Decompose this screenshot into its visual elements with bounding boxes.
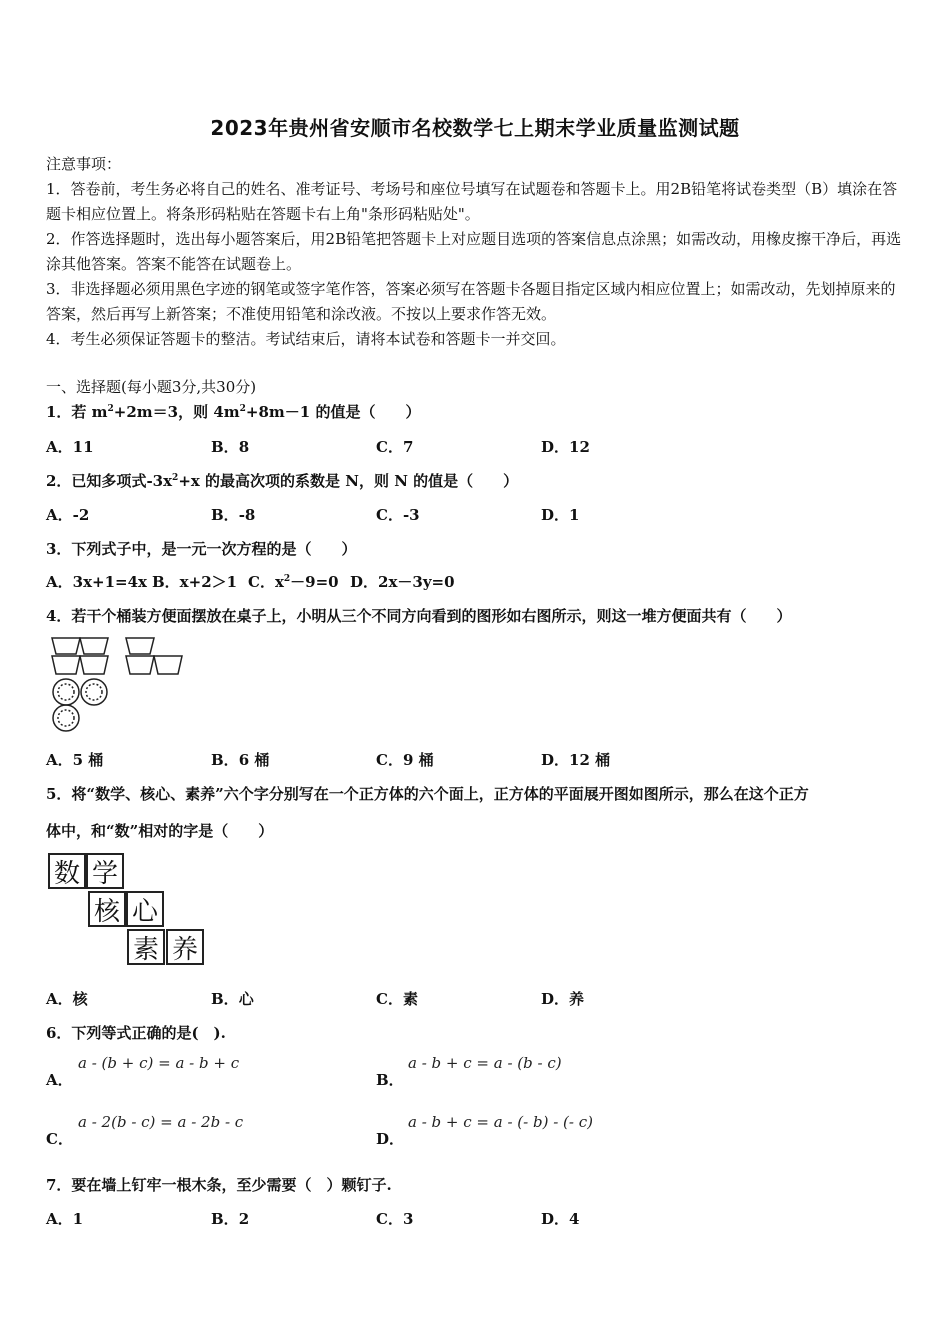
q2-option-a	[46, 504, 89, 525]
bucket-front-top-left	[52, 638, 80, 654]
question-5-line-1: 5．将“数学、核心、素养”六个字分别写在一个正方体的六个面上，正方体的平面展开图如图所示，那么在这个正方	[46, 785, 809, 803]
q7-option-d	[541, 1208, 579, 1229]
net-cell: 数	[48, 853, 86, 889]
q1-text: +8m－1 的值是（ ）	[245, 403, 421, 421]
option-letter: C．	[376, 990, 403, 1008]
option-letter: D．	[541, 506, 570, 524]
q4-three-views-figure	[48, 634, 188, 734]
q4-option-a	[46, 749, 103, 770]
q5-option-b	[211, 988, 254, 1009]
bucket-top-view-3	[53, 705, 79, 731]
option-value: 6 桶	[238, 751, 270, 769]
option-letter: D．	[541, 1210, 570, 1228]
option-value: -2	[72, 506, 90, 524]
option-letter: C．	[376, 1210, 403, 1228]
q3-option-d: D．2x－3y=0	[350, 573, 455, 591]
net-cell: 心	[126, 891, 164, 927]
q6-option-a-letter: A．	[46, 1071, 73, 1089]
option-value: 1	[569, 506, 580, 524]
option-letter: A．	[46, 438, 73, 456]
q6-option-a-expression: a - (b + c) = a - b + c	[78, 1054, 240, 1072]
option-letter: D．	[541, 990, 570, 1008]
option-sup: 2	[283, 574, 291, 584]
question-3: 3．下列式子中，是一元一次方程的是（ ）	[46, 540, 357, 558]
q3-option-c	[248, 571, 339, 592]
notes-block	[46, 152, 906, 352]
q1-text: +2m＝3，则 4m	[113, 403, 240, 421]
net-cell: 养	[166, 929, 204, 965]
q4-option-d	[541, 749, 610, 770]
q6-option-d-letter: D．	[376, 1130, 405, 1148]
option-letter: C．	[376, 506, 403, 524]
q6-option-b-letter: B．	[376, 1071, 404, 1089]
question-5-line-2: 体中，和“数”相对的字是（ ）	[46, 822, 274, 840]
bucket-side-bottom-left	[126, 656, 154, 674]
option-letter: C．	[376, 751, 403, 769]
option-letter: A．	[46, 506, 73, 524]
option-value: 7	[402, 438, 414, 456]
q4-option-b	[211, 749, 269, 770]
question-1	[46, 401, 420, 422]
q1-option-d	[541, 436, 590, 457]
q2-option-c	[376, 504, 420, 525]
option-value: 3	[402, 1210, 414, 1228]
option-value: 8	[238, 438, 250, 456]
q1-option-a	[46, 436, 94, 457]
bucket-front-top-right	[80, 638, 108, 654]
q3-option-b: B．x+2＞1	[152, 573, 238, 591]
option-value: 2	[238, 1210, 250, 1228]
q7-option-c	[376, 1208, 413, 1229]
q7-option-a	[46, 1208, 83, 1229]
q6-option-c-expression: a - 2(b - c) = a - 2b - c	[78, 1113, 244, 1131]
option-letter: A．	[46, 990, 73, 1008]
option-letter: B．	[211, 1210, 239, 1228]
q1-option-b	[211, 436, 249, 457]
option-letter: D．	[541, 751, 570, 769]
option-value: 素	[402, 990, 418, 1008]
q1-sup: 2	[107, 404, 114, 414]
q1-option-c	[376, 436, 413, 457]
option-letter: D．	[541, 438, 570, 456]
option-value: 5 桶	[72, 751, 104, 769]
q6-option-d-expression: a - b + c = a - (- b) - (- c)	[408, 1113, 593, 1131]
q2-text: 2．已知多项式-3x	[46, 472, 173, 490]
net-cell: 学	[86, 853, 124, 889]
q7-option-b	[211, 1208, 249, 1229]
q5-option-d	[541, 988, 584, 1009]
option-letter: A．	[46, 1210, 73, 1228]
q1-text: 1．若 m	[46, 403, 108, 421]
bucket-top-view-2	[81, 679, 107, 705]
note-item: 1．答卷前，考生务必将自己的姓名、准考证号、考场号和座位号填写在试题卷和答题卡上。用2B铅笔将试卷类型（B）填涂在答题卡相应位置上。将条形码粘贴在答题卡右上角"条形码粘贴处"。	[46, 180, 898, 223]
section-heading: 一、选择题(每小题3分,共30分)	[46, 378, 257, 396]
option-text: －9=0	[290, 573, 339, 591]
option-letter: B．	[211, 506, 239, 524]
q3-option-a: A．3x+1=4x	[46, 573, 147, 591]
option-letter: B．	[211, 751, 239, 769]
option-letter: B．	[211, 438, 239, 456]
option-text: C．x	[248, 573, 284, 591]
option-value: 核	[72, 990, 88, 1008]
option-letter: C．	[376, 438, 403, 456]
option-value: 心	[238, 990, 254, 1008]
q6-option-c-letter: C．	[46, 1130, 73, 1148]
option-value: 1	[72, 1210, 84, 1228]
bucket-side-top	[126, 638, 154, 654]
option-value: -8	[238, 506, 256, 524]
option-value: -3	[402, 506, 420, 524]
page-title: 2023年贵州省安顺市名校数学七上期末学业质量监测试题	[210, 116, 740, 140]
q2-option-d	[541, 504, 579, 525]
option-value: 12 桶	[569, 751, 611, 769]
q6-option-b-expression: a - b + c = a - (b - c)	[408, 1054, 562, 1072]
question-4: 4．若干个桶装方便面摆放在桌子上，小明从三个不同方向看到的图形如右图所示，则这一堆方便面共有（ ）	[46, 607, 792, 625]
option-letter: B．	[211, 990, 239, 1008]
bucket-front-bottom-right	[80, 656, 108, 674]
notes-heading: 注意事项：	[46, 155, 122, 173]
q5-option-a	[46, 988, 88, 1009]
option-value: 9 桶	[402, 751, 434, 769]
option-letter: A．	[46, 751, 73, 769]
question-7: 7．要在墙上钉牢一根木条，至少需要（ ）颗钉子.	[46, 1176, 392, 1194]
q2-text: +x 的最高次项的系数是 N，则 N 的值是（ ）	[178, 472, 519, 490]
bucket-top-view-1	[53, 679, 79, 705]
q5-option-c	[376, 988, 418, 1009]
option-value: 养	[569, 990, 585, 1008]
q4-option-c	[376, 749, 434, 770]
note-item: 4．考生必须保证答题卡的整洁。考试结束后，请将本试卷和答题卡一并交回。	[46, 330, 566, 348]
net-cell: 核	[88, 891, 126, 927]
bucket-side-bottom-right	[154, 656, 182, 674]
q2-sup: 2	[172, 473, 179, 483]
note-item: 3．非选择题必须用黑色字迹的钢笔或签字笔作答，答案必须写在答题卡各题目指定区域内相应位置上；如需改动，先划掉原来的答案，然后再写上新答案；不准使用铅笔和涂改液。不按以上要求作答无效。	[46, 280, 896, 323]
question-2	[46, 470, 518, 491]
option-value: 11	[72, 438, 94, 456]
q2-option-b	[211, 504, 255, 525]
question-6: 6．下列等式正确的是( ).	[46, 1024, 226, 1042]
q1-sup: 2	[239, 404, 246, 414]
option-value: 12	[569, 438, 590, 456]
bucket-front-bottom-left	[52, 656, 80, 674]
option-value: 4	[569, 1210, 580, 1228]
net-cell: 素	[127, 929, 165, 965]
note-item: 2．作答选择题时，选出每小题答案后，用2B铅笔把答题卡上对应题目选项的答案信息点涂黑；如需改动，用橡皮擦干净后，再选涂其他答案。答案不能答在试题卷上。	[46, 230, 902, 273]
